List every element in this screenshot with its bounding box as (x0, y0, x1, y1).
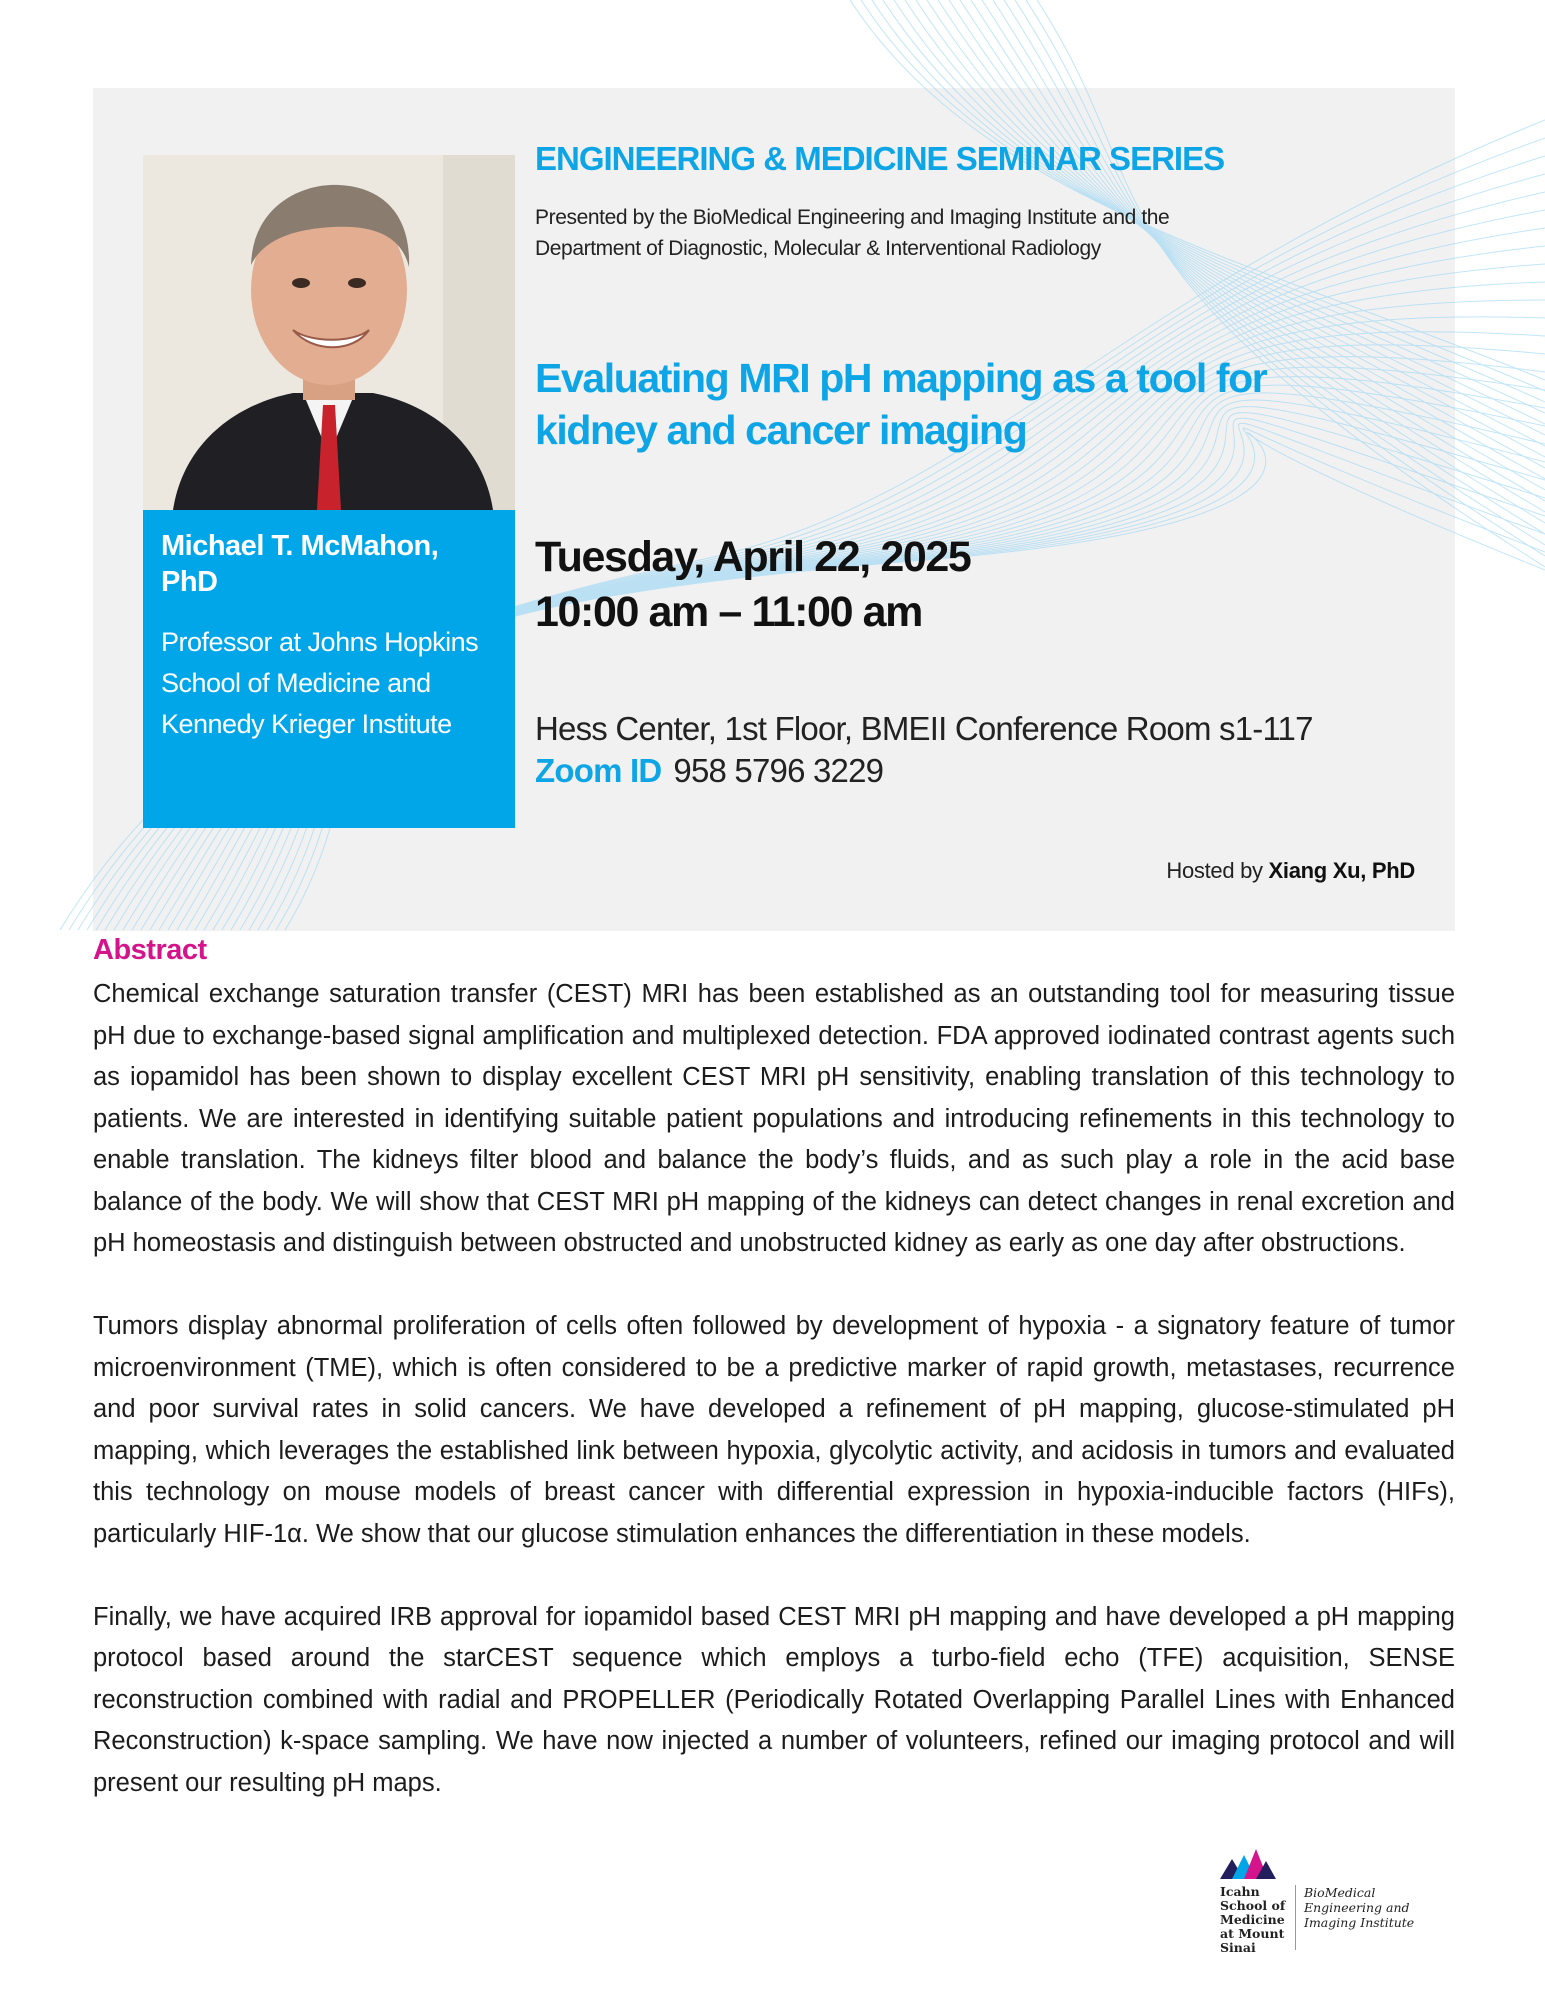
seminar-series-title: ENGINEERING & MEDICINE SEMINAR SERIES (535, 140, 1225, 177)
hosted-by (1166, 858, 1415, 884)
host-name: Xiang Xu, PhD (1268, 858, 1415, 883)
abstract-body (93, 974, 1455, 1846)
abstract-paragraph: Chemical exchange saturation transfer (CEST) MRI has been established as an outstanding tool for measuring tissue pH due to exchange-based signal amplification and multiplexed detection. FDA approved iodinated contrast agents such as iopamidol has been shown to display excellent CEST MRI pH sensitivity, enabling translation of this technology to patients. We are interested in identifying suitable patient populations and introducing refinements in this technology to enable translation. The kidneys filter blood and balance the body’s fluids, and as such play a role in the acid base balance of the body. We will show that CEST MRI pH mapping of the kidneys can detect changes in renal excretion and pH homeostasis and distinguish between obstructed and unobstructed kidney as early as one day after obstructions. (93, 980, 1455, 1257)
presented-by (535, 202, 1415, 264)
speaker-name: Michael T. McMahon, PhD (161, 530, 439, 598)
abstract-paragraph: Finally, we have acquired IRB approval for iopamidol based CEST MRI pH mapping and have developed a pH mapping protocol based around the starCEST sequence which employs a turbo-field echo (TFE) acquisition, SENSE reconstruction combined with radial and PROPELLER (Periodically Rotated Overlapping Parallel Lines with Enhanced Reconstruction) k-space sampling. We have now injected a number of volunteers, refined our imaging protocol and will present our resulting pH maps. (93, 1602, 1455, 1797)
speaker-role: Professor at Johns Hopkins School of Medicine and Kennedy Krieger Institute (161, 627, 479, 739)
zoom-label: Zoom ID (535, 752, 662, 789)
speaker-info-box (143, 510, 515, 828)
zoom-id: 958 5796 3229 (673, 752, 884, 789)
event-location: Hess Center, 1st Floor, BMEII Conference Room s1-117 (535, 710, 1313, 747)
talk-title-line: kidney and cancer imaging (535, 407, 1027, 453)
event-date: Tuesday, April 22, 2025 (535, 533, 971, 581)
speaker-photo (143, 155, 515, 510)
talk-title (535, 352, 1435, 456)
abstract-heading: Abstract (93, 934, 207, 966)
institution-logo (1218, 1845, 1458, 1980)
talk-title-line: Evaluating MRI pH mapping as a tool for (535, 355, 1267, 401)
logo-institute-name: BioMedical Engineering and Imaging Institute (1304, 1885, 1415, 1930)
hosted-by-prefix: Hosted by (1166, 858, 1263, 883)
logo-divider (1295, 1885, 1296, 1950)
presented-by-line: Department of Diagnostic, Molecular & Interventional Radiology (535, 237, 1101, 260)
mount-sinai-mark-icon (1218, 1845, 1282, 1881)
abstract-paragraph: Tumors display abnormal proliferation of cells often followed by development of hypoxia - a signatory feature of tumor microenvironment (TME), which is often considered to be a predictive marker of rapid growth, metastases, recurrence and poor survival rates in solid cancers. We have developed a refinement of pH mapping, glucose-stimulated pH mapping, which leverages the established link between hypoxia, glycolytic activity, and acidosis in tumors and evaluated this technology on mouse models of breast cancer with differential expression in hypoxia-inducible factors (HIFs), particularly HIF-1α. We show that our glucose stimulation enhances the differentiation in these models. (93, 1312, 1455, 1548)
presented-by-line: Presented by the BioMedical Engineering and Imaging Institute and the (535, 206, 1170, 229)
logo-school-name: Icahn School of Medicine at Mount Sinai (1220, 1884, 1286, 1955)
zoom-info (535, 750, 883, 792)
event-datetime (535, 530, 970, 640)
event-time: 10:00 am – 11:00 am (535, 588, 922, 636)
speaker-portrait-illustration (143, 155, 515, 510)
